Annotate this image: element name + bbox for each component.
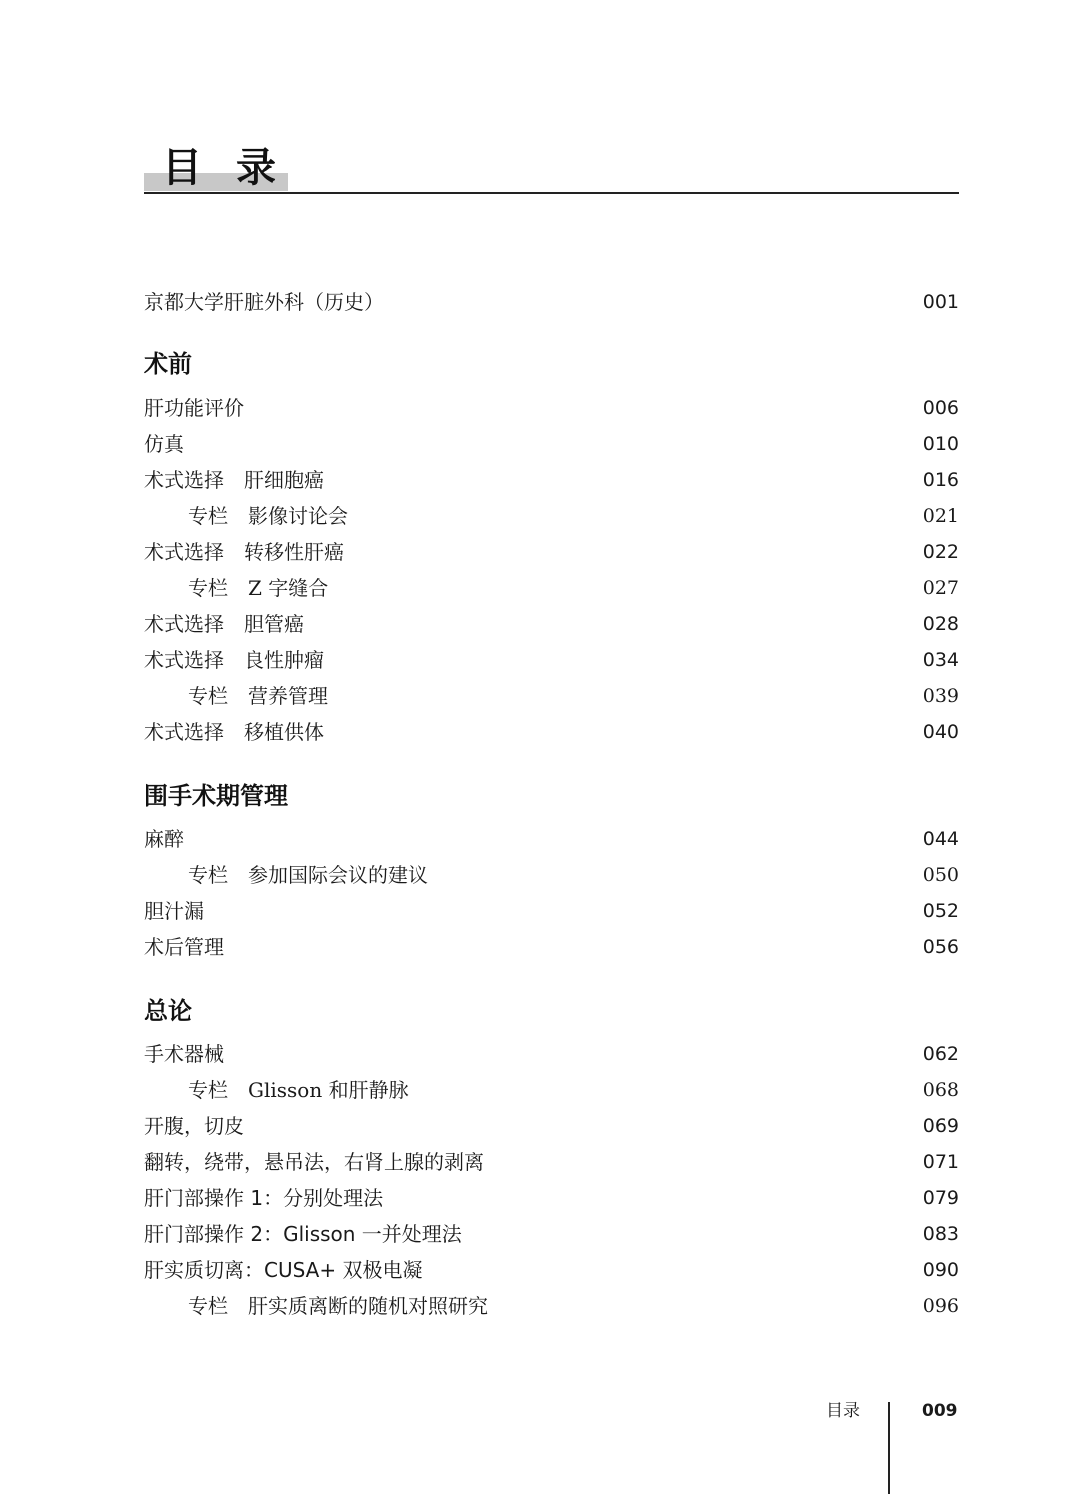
toc-entry-title: 专栏 影像讨论会 bbox=[188, 504, 348, 528]
toc-column-entry[interactable] bbox=[144, 1075, 959, 1105]
toc-entry-title: 专栏 营养管理 bbox=[188, 684, 328, 708]
toc-entry-title: 专栏 Glisson 和肝静脉 bbox=[188, 1078, 409, 1102]
title-underline bbox=[144, 192, 959, 194]
toc-page-number: 016 bbox=[922, 469, 959, 491]
toc-entry-title: 肝功能评价 bbox=[144, 396, 244, 420]
toc-page-number: 068 bbox=[922, 1079, 959, 1101]
toc-entry-title: 专栏 肝实质离断的随机对照研究 bbox=[188, 1294, 488, 1318]
toc-page-number: 010 bbox=[922, 433, 959, 455]
dot-leader bbox=[328, 717, 913, 747]
toc-page-number: 069 bbox=[922, 1115, 959, 1137]
toc-page-number: 006 bbox=[922, 397, 959, 419]
toc-page-number: 083 bbox=[922, 1223, 959, 1245]
toc-page-number: 021 bbox=[922, 505, 959, 527]
toc-page-number: 050 bbox=[922, 864, 959, 886]
dot-leader bbox=[348, 573, 913, 603]
toc-entry-title: 手术器械 bbox=[144, 1042, 224, 1066]
toc-column-entry[interactable] bbox=[144, 860, 959, 890]
toc-column-entry[interactable] bbox=[144, 681, 959, 711]
toc-header bbox=[144, 140, 959, 196]
dot-leader bbox=[508, 1291, 913, 1321]
toc-page-number: 001 bbox=[922, 291, 959, 313]
toc-page-number: 022 bbox=[922, 541, 959, 563]
dot-leader bbox=[466, 1219, 913, 1249]
toc-entry-title: 专栏 参加国际会议的建议 bbox=[188, 863, 428, 887]
toc-entry[interactable] bbox=[144, 824, 959, 854]
dot-leader bbox=[248, 1111, 913, 1141]
toc-entry-title: 术式选择 胆管癌 bbox=[144, 612, 304, 636]
toc-entry-title: 术式选择 肝细胞癌 bbox=[144, 468, 324, 492]
toc-page-number: 040 bbox=[922, 721, 959, 743]
dot-leader bbox=[488, 1147, 913, 1177]
footer-label: 目录 bbox=[826, 1401, 860, 1421]
dot-leader bbox=[348, 537, 913, 567]
toc-page-number: 052 bbox=[922, 900, 959, 922]
toc-entry-title: 术式选择 转移性肝癌 bbox=[144, 540, 344, 564]
dot-leader bbox=[388, 287, 913, 317]
toc-entry-title: 肝门部操作 2：Glisson 一并处理法 bbox=[144, 1222, 462, 1246]
dot-leader bbox=[348, 681, 913, 711]
toc-page-number: 028 bbox=[922, 613, 959, 635]
dot-leader bbox=[228, 932, 913, 962]
toc-page-number: 044 bbox=[922, 828, 959, 850]
toc-page-number: 056 bbox=[922, 936, 959, 958]
toc-entry[interactable] bbox=[144, 537, 959, 567]
dot-leader bbox=[228, 1039, 913, 1069]
toc-page-number: 034 bbox=[922, 649, 959, 671]
dot-leader bbox=[188, 429, 913, 459]
toc-page-number: 062 bbox=[922, 1043, 959, 1065]
toc-page-number: 039 bbox=[922, 685, 959, 707]
toc-entry[interactable] bbox=[144, 1219, 959, 1249]
toc-page-number: 096 bbox=[922, 1295, 959, 1317]
toc-entry-title: 肝实质切离：CUSA+ 双极电凝 bbox=[144, 1258, 423, 1282]
toc-entry-title: 术式选择 移植供体 bbox=[144, 720, 324, 744]
toc-entry[interactable] bbox=[144, 1183, 959, 1213]
toc-entry[interactable] bbox=[144, 1039, 959, 1069]
toc-page-number: 071 bbox=[922, 1151, 959, 1173]
page-title: 目录 bbox=[162, 145, 310, 191]
dot-leader bbox=[426, 1255, 913, 1285]
toc-entry-title: 术式选择 良性肿瘤 bbox=[144, 648, 324, 672]
toc-entry[interactable] bbox=[144, 1111, 959, 1141]
toc-page-number: 090 bbox=[922, 1259, 959, 1281]
toc-entry[interactable] bbox=[144, 429, 959, 459]
toc-entry[interactable] bbox=[144, 287, 959, 317]
toc-column-entry[interactable] bbox=[144, 573, 959, 603]
section-heading: 术前 bbox=[144, 350, 192, 378]
toc-entry[interactable] bbox=[144, 465, 959, 495]
dot-leader bbox=[308, 609, 913, 639]
dot-leader bbox=[188, 824, 913, 854]
toc-entry[interactable] bbox=[144, 1147, 959, 1177]
section-heading: 总论 bbox=[144, 997, 192, 1025]
dot-leader bbox=[429, 1075, 913, 1105]
toc-entry[interactable] bbox=[144, 645, 959, 675]
section-heading: 围手术期管理 bbox=[144, 782, 288, 810]
toc-entry-title: 肝门部操作 1：分别处理法 bbox=[144, 1186, 384, 1210]
toc-entry-title: 专栏 Z 字缝合 bbox=[188, 576, 329, 600]
toc-entry[interactable] bbox=[144, 609, 959, 639]
dot-leader bbox=[328, 465, 913, 495]
toc-entry-title: 术后管理 bbox=[144, 935, 224, 959]
toc-page-number: 027 bbox=[922, 577, 959, 599]
toc-entry-title: 京都大学肝脏外科（历史） bbox=[144, 290, 384, 314]
toc-page-number: 079 bbox=[922, 1187, 959, 1209]
toc-entry-title: 麻醉 bbox=[144, 827, 184, 851]
toc-entry[interactable] bbox=[144, 896, 959, 926]
toc-entry-title: 翻转，绕带，悬吊法，右肾上腺的剥离 bbox=[144, 1150, 484, 1174]
toc-entry-title: 仿真 bbox=[144, 432, 184, 456]
dot-leader bbox=[448, 860, 913, 890]
footer-divider bbox=[888, 1402, 890, 1494]
dot-leader bbox=[328, 645, 913, 675]
toc-column-entry[interactable] bbox=[144, 1291, 959, 1321]
dot-leader bbox=[248, 393, 913, 423]
dot-leader bbox=[208, 896, 913, 926]
footer-page-number: 009 bbox=[922, 1401, 958, 1421]
toc-entry-title: 胆汁漏 bbox=[144, 899, 204, 923]
toc-entry[interactable] bbox=[144, 1255, 959, 1285]
dot-leader bbox=[387, 1183, 913, 1213]
toc-column-entry[interactable] bbox=[144, 501, 959, 531]
toc-entry[interactable] bbox=[144, 717, 959, 747]
toc-entry[interactable] bbox=[144, 393, 959, 423]
dot-leader bbox=[368, 501, 913, 531]
toc-entry-title: 开腹，切皮 bbox=[144, 1114, 244, 1138]
toc-entry[interactable] bbox=[144, 932, 959, 962]
